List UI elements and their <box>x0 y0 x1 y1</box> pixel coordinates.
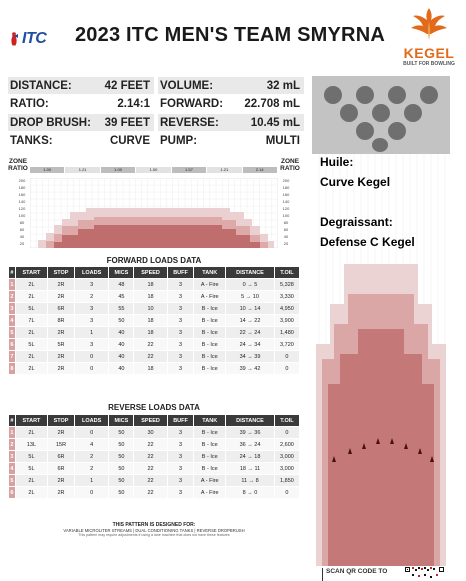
column-header: SPEED <box>134 415 167 427</box>
table-cell: 4 <box>75 439 109 451</box>
spec-value: 2.14:1 <box>117 97 150 110</box>
pin-icon <box>340 104 358 122</box>
table-cell: 3 <box>167 463 194 475</box>
column-header: # <box>9 267 16 279</box>
table-row <box>9 351 300 363</box>
table-row <box>9 303 300 315</box>
table-cell: 40 <box>109 327 134 339</box>
table-cell: B - Ice <box>194 363 226 375</box>
table-cell: 39 → 36 <box>226 427 275 439</box>
kegel-tagline: BUILT FOR BOWLING <box>403 61 455 67</box>
spec-value: 32 mL <box>266 79 300 92</box>
table-cell: 1,850 <box>274 475 299 487</box>
table-cell: 1,480 <box>274 327 299 339</box>
table-cell: 2L <box>15 487 47 499</box>
table-cell: 7L <box>15 315 47 327</box>
table-cell: 18 <box>134 315 167 327</box>
table-cell: A - Fire <box>194 487 226 499</box>
table-cell: 34 → 39 <box>226 351 275 363</box>
table-cell: 3 <box>167 439 194 451</box>
spec-ratio <box>8 95 154 112</box>
table-cell: 18 <box>134 327 167 339</box>
table-cell: 4 <box>9 463 16 475</box>
spec-value: CURVE <box>109 134 150 147</box>
spec-distance <box>8 77 154 94</box>
table-cell: 2R <box>48 487 75 499</box>
table-cell: 18 <box>134 291 167 303</box>
qr-code-icon[interactable] <box>404 566 446 581</box>
table-cell: 1 <box>9 427 16 439</box>
table-cell: 3 <box>75 315 109 327</box>
table-cell: 13L <box>15 439 47 451</box>
axis-tick-label: 180 <box>18 185 26 190</box>
oil-value: Curve Kegel <box>320 175 391 189</box>
table-cell: 4 <box>9 315 16 327</box>
table-cell: 5 → 10 <box>226 291 275 303</box>
table-cell: 3,330 <box>274 291 299 303</box>
spec-label: VOLUME: <box>160 79 214 92</box>
table-cell: 2R <box>48 427 75 439</box>
itc-logo-text: ITC <box>22 30 47 47</box>
table-cell: 2,600 <box>274 439 299 451</box>
table-cell: 40 <box>109 339 134 351</box>
divider <box>322 568 323 581</box>
column-header: LOADS <box>75 267 109 279</box>
table-cell: 3 <box>167 427 194 439</box>
zone-ratio-cell: 1.00 <box>136 167 170 173</box>
table-cell: 0 <box>274 427 299 439</box>
table-cell: 18 → 11 <box>226 463 275 475</box>
table-cell: 6R <box>48 463 75 475</box>
table-cell: 39 → 42 <box>226 363 275 375</box>
table-cell: 22 <box>134 475 167 487</box>
table-cell: B - Ice <box>194 427 226 439</box>
spec-value: 10.45 mL <box>250 116 300 129</box>
table-cell: 3 <box>167 279 194 291</box>
table-cell: 5 <box>9 327 16 339</box>
table-cell: B - Ice <box>194 315 226 327</box>
table-cell: B - Ice <box>194 451 226 463</box>
table-cell: 0 <box>274 351 299 363</box>
bowling-pin-icon <box>8 32 20 46</box>
zone-ratio-cell: 1.00 <box>30 167 64 173</box>
table-cell: 0 <box>75 363 109 375</box>
table-row <box>9 439 300 451</box>
table-cell: 50 <box>109 463 134 475</box>
column-header: BUFF <box>167 415 194 427</box>
table-cell: 50 <box>109 439 134 451</box>
table-cell: 3 <box>167 351 194 363</box>
table-cell: 1 <box>75 327 109 339</box>
table-cell: 36 → 24 <box>226 439 275 451</box>
zone-ratio-cell: 1.21 <box>207 167 241 173</box>
table-cell: 5L <box>15 451 47 463</box>
table-cell: 45 <box>109 291 134 303</box>
table-row <box>9 363 300 375</box>
table-row <box>9 279 300 291</box>
notes-panel <box>320 152 452 252</box>
table-cell: 18 <box>134 279 167 291</box>
table-cell: 3 <box>167 303 194 315</box>
oil-graph-panel <box>8 156 300 252</box>
axis-tick-label: 180 <box>282 185 290 190</box>
table-row <box>9 451 300 463</box>
pin-icon <box>372 104 390 122</box>
axis-tick-label: 60 <box>19 227 25 232</box>
table-cell: 6 <box>9 487 16 499</box>
table-cell: 5L <box>15 463 47 475</box>
table-cell: B - Ice <box>194 463 226 475</box>
table-cell: 40 <box>109 363 134 375</box>
column-header: STOP <box>48 267 75 279</box>
spec-value: 22.708 mL <box>244 97 300 110</box>
zone-sublabel: RATIO <box>8 165 28 172</box>
table-cell: 0 <box>75 487 109 499</box>
spec-volume <box>158 77 304 94</box>
lane-oil-dark <box>328 329 434 566</box>
axis-tick-label: 40 <box>283 234 289 239</box>
table-cell: 3 <box>167 315 194 327</box>
table-cell: 5,328 <box>274 279 299 291</box>
table-cell: 2R <box>48 327 75 339</box>
table-cell: 2R <box>48 475 75 487</box>
table-cell: 2 <box>75 291 109 303</box>
column-header: T.OIL <box>274 415 299 427</box>
table-cell: 5L <box>15 339 47 351</box>
table-cell: 11 → 8 <box>226 475 275 487</box>
table-cell: 4,950 <box>274 303 299 315</box>
pin-deck <box>312 76 450 154</box>
table-cell: 2L <box>15 363 47 375</box>
zone-sublabel: RATIO <box>280 165 300 172</box>
table-cell: 24 → 34 <box>226 339 275 351</box>
zone-ratio-cell: 2.14 <box>243 167 277 173</box>
axis-tick-label: 160 <box>18 192 26 197</box>
table-cell: 2L <box>15 279 47 291</box>
scan-qr-text: SCAN QR CODE TO <box>326 568 388 575</box>
table-cell: 0 <box>75 351 109 363</box>
itc-logo <box>8 28 60 50</box>
pin-icon <box>420 86 438 104</box>
table-cell: 3,000 <box>274 451 299 463</box>
column-header: DISTANCE <box>226 267 275 279</box>
table-cell: 22 → 24 <box>226 327 275 339</box>
table-cell: 2 <box>9 439 16 451</box>
zone-ratio-cell: 1.21 <box>65 167 99 173</box>
table-cell: 2L <box>15 351 47 363</box>
table-row <box>9 475 300 487</box>
table-cell: 2L <box>15 475 47 487</box>
axis-tick-label: 80 <box>19 220 25 225</box>
table-cell: B - Ice <box>194 351 226 363</box>
table-cell: 8 <box>9 363 16 375</box>
table-cell: 10 → 14 <box>226 303 275 315</box>
table-cell: 50 <box>109 315 134 327</box>
cleaner-value: Defense C Kegel <box>320 235 415 249</box>
column-header: LOADS <box>75 415 109 427</box>
table-cell: 1 <box>75 475 109 487</box>
column-header: TANK <box>194 415 226 427</box>
table-cell: 2R <box>48 351 75 363</box>
table-cell: 0 <box>274 363 299 375</box>
axis-tick-label: 20 <box>19 241 25 246</box>
reverse-loads-table <box>8 414 300 499</box>
table-cell: 6 <box>9 339 16 351</box>
axis-tick-label: 60 <box>283 227 289 232</box>
spec-value: 42 FEET <box>104 79 150 92</box>
axis-tick-label: 100 <box>282 213 290 218</box>
table-row <box>9 291 300 303</box>
table-cell: 3 <box>75 303 109 315</box>
column-header: STOP <box>48 415 75 427</box>
spec-drop-brush <box>8 114 154 131</box>
column-header: T.OIL <box>274 267 299 279</box>
table-cell: 2 <box>9 291 16 303</box>
spec-value: 39 FEET <box>104 116 150 129</box>
table-row <box>9 315 300 327</box>
table-cell: 8 → 0 <box>226 487 275 499</box>
table-cell: 3 <box>9 451 16 463</box>
table-cell: B - Ice <box>194 303 226 315</box>
table-cell: 50 <box>109 451 134 463</box>
table-cell: 3 <box>75 339 109 351</box>
table-cell: 50 <box>109 487 134 499</box>
footer-heading: THIS PATTERN IS DESIGNED FOR: <box>112 522 196 528</box>
axis-tick-label: 140 <box>18 199 26 204</box>
table-cell: 22 <box>134 339 167 351</box>
axis-tick-label: 200 <box>18 178 26 183</box>
zone-label-left <box>8 158 28 172</box>
cleaner-label: Degraissant: <box>320 215 393 229</box>
table-cell: 30 <box>134 427 167 439</box>
table-cell: 3 <box>167 327 194 339</box>
table-cell: A - Fire <box>194 279 226 291</box>
table-cell: 7 <box>9 351 16 363</box>
axis-tick-label: 200 <box>282 178 290 183</box>
zone-ratio-cell: 1.00 <box>101 167 135 173</box>
lane-diagram <box>312 76 450 566</box>
pin-icon <box>356 86 374 104</box>
column-header: MICS <box>109 267 134 279</box>
table-cell: A - Fire <box>194 475 226 487</box>
column-header: SPEED <box>134 267 167 279</box>
table-cell: 22 <box>134 351 167 363</box>
table-cell: 18 <box>134 363 167 375</box>
pin-icon <box>388 86 406 104</box>
table-cell: 3,720 <box>274 339 299 351</box>
column-header: START <box>15 267 47 279</box>
pin-icon <box>404 104 422 122</box>
column-header: DISTANCE <box>226 415 275 427</box>
column-header: START <box>15 415 47 427</box>
page-title: 2023 ITC MEN'S TEAM SMYRNA <box>74 24 385 46</box>
table-cell: 2R <box>48 363 75 375</box>
table-cell: 3 <box>167 487 194 499</box>
column-header: BUFF <box>167 267 194 279</box>
axis-tick-label: 140 <box>282 199 290 204</box>
table-cell: 2 <box>75 463 109 475</box>
pin-icon <box>356 122 374 140</box>
table-cell: 5R <box>48 339 75 351</box>
table-cell: 3 <box>167 291 194 303</box>
column-header: MICS <box>109 415 134 427</box>
table-row <box>9 463 300 475</box>
table-cell: 2L <box>15 291 47 303</box>
table-cell: 1 <box>9 279 16 291</box>
table-cell: 0 → 5 <box>226 279 275 291</box>
table-cell: 2R <box>48 291 75 303</box>
footer-disclaimer: This pattern may require adjustments if using a lane machine that does not have these features <box>78 533 230 537</box>
column-header: # <box>9 415 16 427</box>
spec-label: PUMP: <box>160 134 198 147</box>
forward-loads-table <box>8 266 300 375</box>
table-cell: B - Ice <box>194 339 226 351</box>
table-cell: 10 <box>134 303 167 315</box>
axis-tick-label: 80 <box>283 220 289 225</box>
table-row <box>9 427 300 439</box>
table-cell: 50 <box>109 427 134 439</box>
column-header: TANK <box>194 267 226 279</box>
table-cell: 3,000 <box>274 463 299 475</box>
table-cell: 3 <box>9 303 16 315</box>
axis-tick-label: 100 <box>18 213 26 218</box>
spec-label: RATIO: <box>10 97 49 110</box>
spec-forward <box>158 95 304 112</box>
zone-label: ZONE <box>8 158 28 165</box>
table-row <box>9 487 300 499</box>
axis-tick-label: 40 <box>19 234 25 239</box>
table-cell: 40 <box>109 351 134 363</box>
table-cell: B - Ice <box>194 439 226 451</box>
table-row <box>9 339 300 351</box>
table-cell: 3 <box>167 363 194 375</box>
spec-tanks <box>8 132 154 149</box>
table-cell: 3 <box>75 279 109 291</box>
table-cell: 22 <box>134 439 167 451</box>
table-cell: 14 → 22 <box>226 315 275 327</box>
spec-value: MULTI <box>265 134 300 147</box>
spec-label: DROP BRUSH: <box>10 116 91 129</box>
table-cell: 0 <box>274 487 299 499</box>
oil-label: Huile: <box>320 155 354 169</box>
axis-tick-label: 120 <box>282 206 290 211</box>
pin-icon <box>372 138 388 152</box>
table-cell: 0 <box>75 427 109 439</box>
footer-features: VARIABLE MICROLITER STREAMS | DUAL CONDITIONING TANKS | REVERSE DROPBRUSH <box>63 528 245 533</box>
forward-loads-title: FORWARD LOADS DATA <box>106 256 202 265</box>
kegel-logo-word: KEGEL <box>403 45 455 61</box>
table-cell: 5L <box>15 303 47 315</box>
table-cell: 6R <box>48 451 75 463</box>
kegel-logo <box>396 4 462 70</box>
table-cell: 24 → 18 <box>226 451 275 463</box>
table-cell: A - Fire <box>194 291 226 303</box>
spec-label: REVERSE: <box>160 116 219 129</box>
spec-pump <box>158 132 304 149</box>
table-cell: 22 <box>134 463 167 475</box>
spec-label: TANKS: <box>10 134 53 147</box>
table-cell: 22 <box>134 487 167 499</box>
spec-reverse <box>158 114 304 131</box>
zone-label: ZONE <box>280 158 300 165</box>
table-cell: 6R <box>48 303 75 315</box>
table-cell: 2L <box>15 427 47 439</box>
axis-tick-label: 120 <box>18 206 26 211</box>
pin-icon <box>324 86 342 104</box>
table-cell: 3,900 <box>274 315 299 327</box>
spec-label: FORWARD: <box>160 97 224 110</box>
table-cell: B - Ice <box>194 327 226 339</box>
table-cell: 3 <box>167 475 194 487</box>
table-cell: 5 <box>9 475 16 487</box>
phoenix-icon <box>407 4 451 44</box>
zone-label-right <box>280 158 300 172</box>
table-cell: 48 <box>109 279 134 291</box>
spec-label: DISTANCE: <box>10 79 72 92</box>
oil-graph <box>30 178 278 248</box>
table-cell: 50 <box>109 475 134 487</box>
table-cell: 15R <box>48 439 75 451</box>
axis-tick-label: 20 <box>283 241 289 246</box>
table-cell: 55 <box>109 303 134 315</box>
reverse-loads-title: REVERSE LOADS DATA <box>108 403 200 412</box>
table-cell: 3 <box>167 339 194 351</box>
table-cell: 3 <box>167 451 194 463</box>
table-cell: 2 <box>75 451 109 463</box>
table-cell: 22 <box>134 451 167 463</box>
pin-icon <box>388 122 406 140</box>
zone-ratio-cell: 1.57 <box>172 167 206 173</box>
table-cell: 2L <box>15 327 47 339</box>
table-cell: 8R <box>48 315 75 327</box>
axis-tick-label: 160 <box>282 192 290 197</box>
table-row <box>9 327 300 339</box>
pattern-footer <box>8 522 300 537</box>
table-cell: 2R <box>48 279 75 291</box>
